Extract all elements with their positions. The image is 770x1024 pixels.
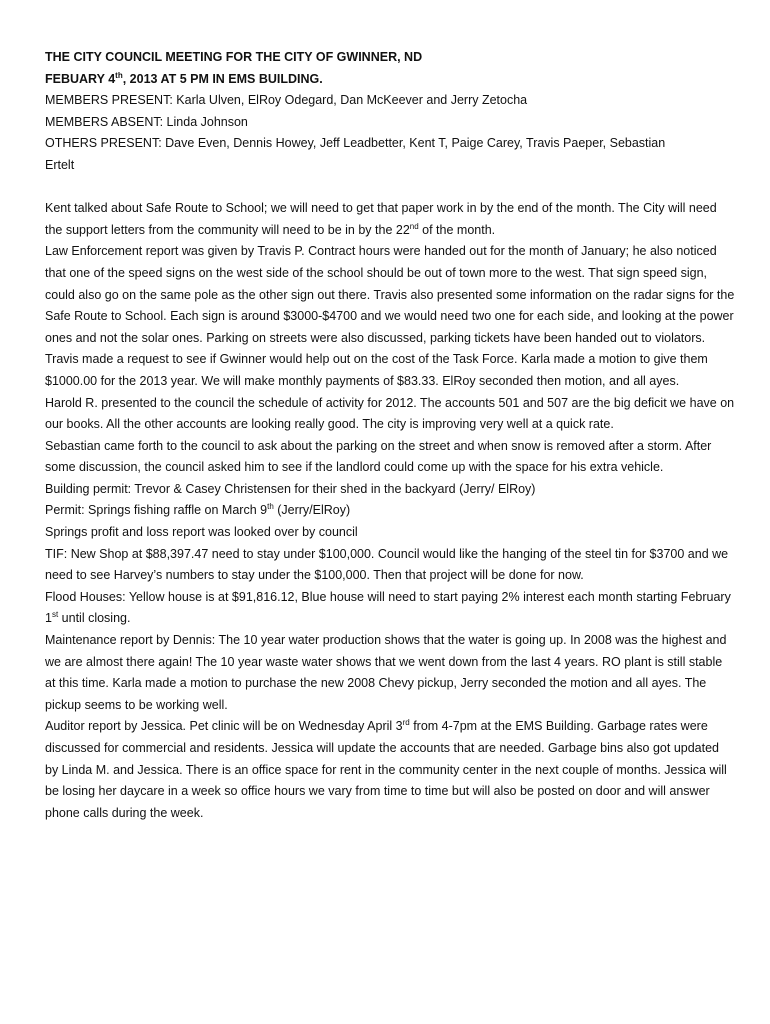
- paragraph-raffle-permit: [45, 500, 735, 522]
- paragraph-safe-route: [45, 198, 735, 241]
- paragraph-text: Auditor report by Jessica. Pet clinic will be on Wednesday April 3: [45, 719, 403, 734]
- paragraph-profit-loss: Springs profit and loss report was looked over by council: [45, 525, 358, 540]
- paragraph-schedule-activity: Harold R. presented to the council the schedule of activity for 2012. The accounts 501 and 507 are the big deficit we have on our books. All the other accounts are looking really good. The city is improving very well at a quick rate.: [45, 395, 735, 432]
- meeting-minutes-document: [45, 47, 735, 824]
- paragraph-maintenance: Maintenance report by Dennis: The 10 year water production shows that the water is going up. In 2008 was the highest and we are almost there again! The 10 year waste water shows that we went down from the last 4 years. RO plant is still stable at this time. Karla made a motion to purchase the new 2008 Chevy pickup, Jerry seconded the motion and all ayes. The pickup seems to be working well.: [45, 633, 727, 712]
- paragraph-text: Flood Houses: Yellow house is at $91,816.12, Blue house will need to start paying 2% interest each month starting February 1: [45, 589, 731, 626]
- title-line-1: THE CITY COUNCIL MEETING FOR THE CITY OF GWINNER, ND: [45, 50, 423, 64]
- paragraph-tif: TIF: New Shop at $88,397.47 need to stay under $100,000. Council would like the hanging of the steel tin for $3700 and we need to see Harvey’s numbers to stay under the $100,000. Then that project will be done for now.: [45, 546, 729, 583]
- others-present-continued: Ertelt: [45, 157, 75, 172]
- paragraph-auditor: [45, 716, 735, 824]
- paragraph-text: Permit: Springs fishing raffle on March 9: [45, 503, 268, 518]
- paragraph-text: (Jerry/ElRoy): [273, 503, 351, 518]
- paragraph-law-enforcement: Law Enforcement report was given by Travis P. Contract hours were handed out for the month of January; he also noticed that one of the speed signs on the west side of the school should be out of town more to the west. That sign speed sign, could also go on the same pole as the other sign out there. Travis also presented some information on the radar signs for the Safe Route to School. Each sign is around $3000-$4700 and we would need two one for each side, and looking at the power ones and not the solar ones. Parking on streets were also discussed, parking tickets have been handed out to violators. Travis made a request to see if Gwinner would help out on the cost of the Task Force. Karla made a motion to give them $1000.00 for the 2013 year. We will make monthly payments of $83.33. ElRoy seconded then motion, and all ayes.: [45, 244, 735, 388]
- paragraph-flood-houses: [45, 587, 735, 630]
- ordinal-suffix: th: [267, 502, 274, 512]
- ordinal-suffix: nd: [409, 221, 419, 231]
- ordinal-suffix: rd: [402, 718, 410, 728]
- paragraph-text: Kent talked about Safe Route to School; we will need to get that paper work in by the end of the month. The City will need the support letters from the community will need to be in by the 22: [45, 201, 717, 237]
- ordinal-suffix: st: [51, 610, 59, 620]
- paragraph-building-permit: Building permit: Trevor & Casey Christensen for their shed in the backyard (Jerry/ ElRoy): [45, 481, 536, 496]
- others-present: OTHERS PRESENT: Dave Even, Dennis Howey, Jeff Leadbetter, Kent T, Paige Carey, Travis Paeper, Sebastian: [45, 136, 666, 151]
- date-ordinal: th: [115, 70, 123, 80]
- paragraph-text: until closing.: [58, 611, 131, 626]
- members-present: MEMBERS PRESENT: Karla Ulven, ElRoy Odegard, Dan McKeever and Jerry Zetocha: [45, 93, 528, 108]
- paragraph-text: of the month.: [418, 222, 496, 237]
- document-date-line: [45, 69, 735, 91]
- document-title: [45, 47, 735, 69]
- spacer: [45, 177, 735, 199]
- date-location-text: , 2013 AT 5 PM IN EMS BUILDING.: [122, 71, 323, 86]
- paragraph-parking: Sebastian came forth to the council to ask about the parking on the street and when snow is removed after a storm. After some discussion, the council asked him to see if the landlord could come up with the space for his extra vehicle.: [45, 438, 712, 475]
- paragraph-text: from 4-7pm at the EMS Building. Garbage rates were discussed for commercial and residents. Jessica will update the accounts that are needed. Garbage bins also got updated by Linda M. and Jessica. There is an office space for rent in the community center in the next couple of months. Jessica will be losing her daycare in a week so office hours we vary from time to time but will also be posted on door and will answer phone calls during the week.: [45, 719, 727, 820]
- date-text: FEBUARY 4: [45, 71, 116, 86]
- members-absent: MEMBERS ABSENT: Linda Johnson: [45, 114, 248, 129]
- minutes-body: [45, 198, 735, 824]
